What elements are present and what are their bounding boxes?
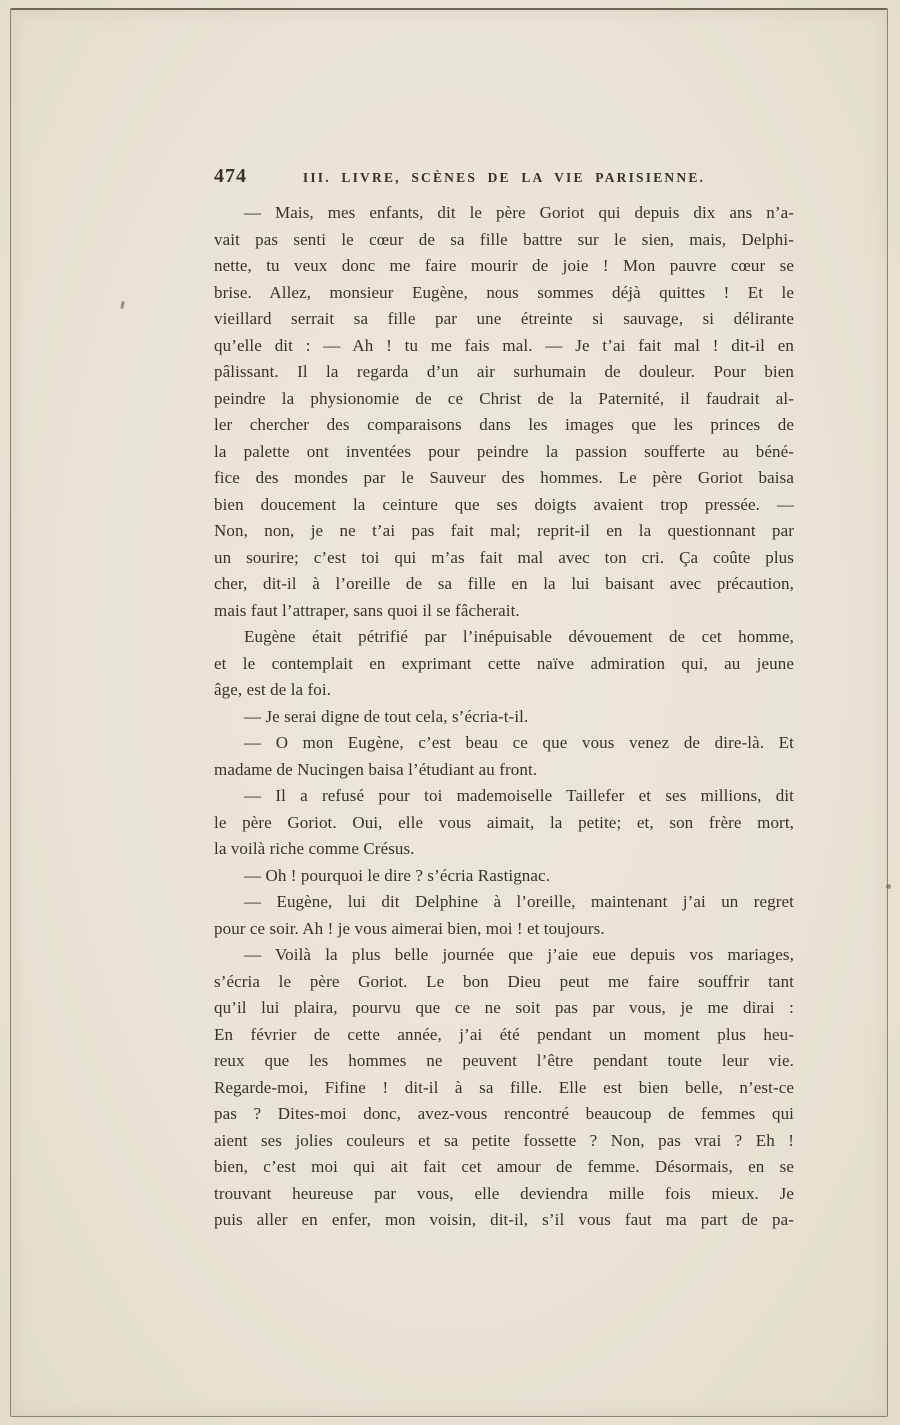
running-header (214, 160, 794, 188)
text-line: cher, dit-il à l’oreille de sa fille en la lui baisant avec précaution, (214, 574, 794, 593)
text-line: trouvant heureuse par vous, elle deviendra mille fois mieux. Je (214, 1183, 794, 1203)
text-line: — Mais, mes enfants, dit le père Goriot qui depuis dix ans n’a- (244, 203, 794, 222)
text-line: nette, tu veux donc me faire mourir de joie ! Mon pauvre cœur se (214, 256, 794, 275)
text-line: madame de Nucingen baisa l’étudiant au front. (214, 759, 538, 779)
text-line: mais faut l’attraper, sans quoi il se fâcherait. (214, 600, 520, 620)
text-line: la palette ont inventées pour peindre la passion soufferte au béné- (214, 441, 794, 461)
text-line: âge, est de la foi. (214, 680, 332, 699)
text-line: s’écria le père Goriot. Le bon Dieu peut me faire souffrir tant (214, 971, 794, 991)
paragraph (214, 942, 794, 1234)
paragraph (214, 889, 794, 942)
text-block (214, 160, 794, 1234)
text-line: Eugène était pétrifié par l’inépuisable dévouement de cet homme, (244, 627, 794, 646)
text-line: — Oh ! pourquoi le dire ? s’écria Rastignac. (244, 865, 551, 885)
text-line: brise. Allez, monsieur Eugène, nous sommes déjà quittes ! Et le (214, 282, 794, 302)
paragraph (214, 783, 794, 863)
paragraph (214, 624, 794, 704)
text-line: un sourire; c’est toi qui m’as fait mal avec ton cri. Ça coûte plus (214, 547, 794, 567)
text-line: bien, c’est moi qui ait fait cet amour de femme. Désormais, en se (214, 1157, 794, 1176)
text-line: aient ses jolies couleurs et sa petite fossette ? Non, pas vrai ? Eh ! (214, 1130, 794, 1150)
paragraph (214, 863, 794, 890)
page-body (214, 200, 794, 1234)
text-line: reux que les hommes ne peuvent l’être pendant toute leur vie. (214, 1051, 794, 1070)
text-line: — Je serai digne de tout cela, s’écria-t-il. (244, 706, 529, 726)
text-line: qu’elle dit : — Ah ! tu me fais mal. — Je t’ai fait mal ! dit-il en (214, 335, 794, 355)
text-line: pas ? Dites-moi donc, avez-vous rencontré beaucoup de femmes qui (214, 1104, 794, 1123)
text-line: pour ce soir. Ah ! je vous aimerai bien, moi ! et toujours. (214, 918, 605, 938)
text-line: puis aller en enfer, mon voisin, dit-il, s’il vous faut ma part de pa- (214, 1210, 794, 1229)
text-line: vieillard serrait sa fille par une étreinte si sauvage, si délirante (214, 309, 794, 328)
paragraph (214, 730, 794, 783)
text-line: ler chercher des comparaisons dans les images que les princes de (214, 415, 794, 434)
text-line: vait pas senti le cœur de sa fille battre sur le sien, mais, Delphi- (214, 229, 794, 249)
text-line: — O mon Eugène, c’est beau ce que vous venez de dire-là. Et (244, 733, 794, 752)
text-line: Regarde-moi, Fifine ! dit-il à sa fille. Elle est bien belle, n’est-ce (214, 1077, 794, 1097)
page-number: 474 (214, 165, 247, 187)
text-line: — Voilà la plus belle journée que j’aie eue depuis vos mariages, (244, 945, 794, 964)
text-line: peindre la physionomie de ce Christ de la Paternité, il faudrait al- (214, 388, 794, 408)
edge-ink-dot (886, 884, 891, 889)
text-line: — Il a refusé pour toi mademoiselle Taillefer et ses millions, dit (244, 786, 794, 805)
paragraph (214, 704, 794, 731)
text-line: et le contemplait en exprimant cette naïve admiration qui, au jeune (214, 653, 794, 673)
text-line: — Eugène, lui dit Delphine à l’oreille, maintenant j’ai un regret (244, 892, 794, 911)
text-line: Non, non, je ne t’ai pas fait mal; reprit-il en la questionnant par (214, 521, 794, 540)
text-line: le père Goriot. Oui, elle vous aimait, la petite; et, son frère mort, (214, 812, 794, 832)
text-line: bien doucement la ceinture que ses doigts avaient trop pressée. — (214, 494, 794, 514)
text-line: la voilà riche comme Crésus. (214, 839, 415, 858)
paragraph (214, 200, 794, 624)
text-line: qu’il lui plaira, pourvu que ce ne soit pas par vous, je me dirai : (214, 998, 794, 1017)
running-header-title: III. LIVRE, SCÈNES DE LA VIE PARISIENNE. (302, 170, 706, 185)
text-line: fice des mondes par le Sauveur des hommes. Le père Goriot baisa (214, 468, 794, 487)
text-line: pâlissant. Il la regarda d’un air surhumain de douleur. Pour bien (214, 362, 794, 381)
text-line: En février de cette année, j’ai été pendant un moment plus heu- (214, 1024, 794, 1044)
